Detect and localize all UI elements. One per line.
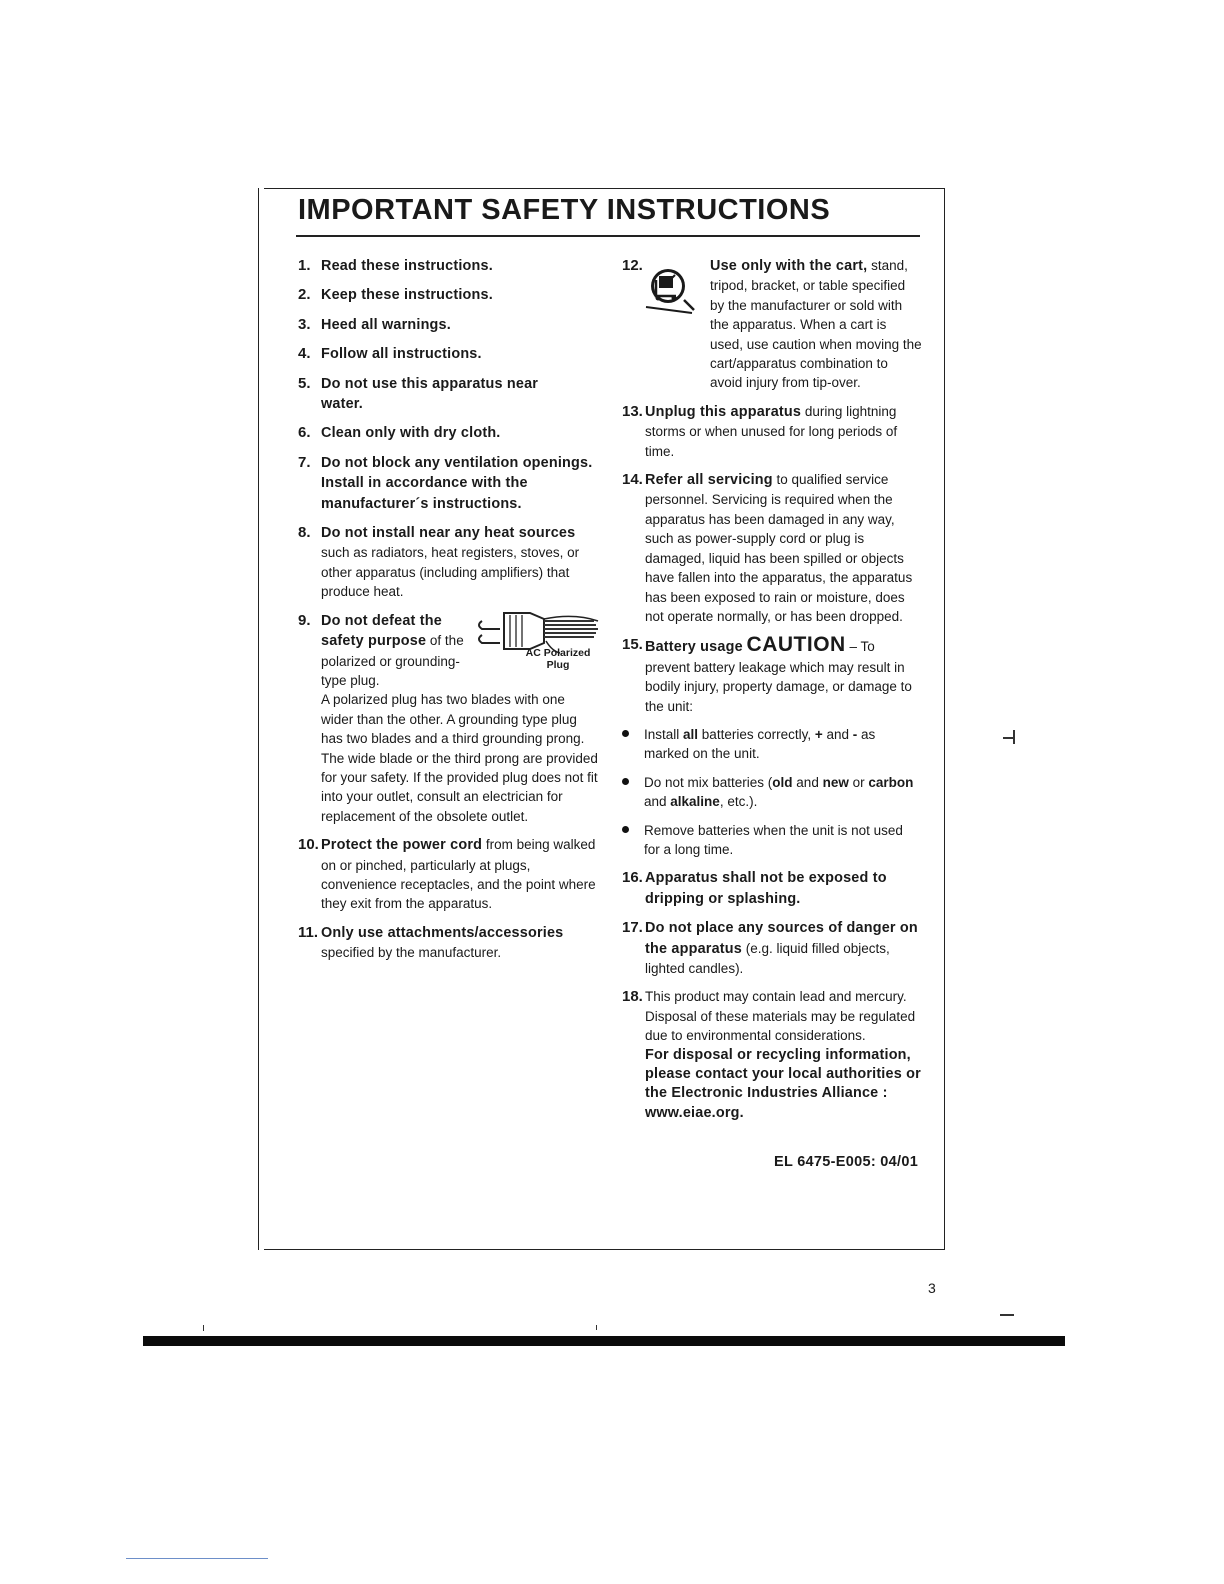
bullet-emphasis: alkaline	[670, 794, 720, 810]
item-number: 16.	[622, 869, 643, 887]
battery-bullet-1	[622, 725, 922, 764]
bullet-dot	[622, 826, 629, 833]
item-number: 7.	[298, 453, 311, 471]
item-body: of the polarized or grounding-type plug.	[321, 633, 464, 688]
item-number: 1.	[298, 257, 311, 274]
scan-mark	[1013, 730, 1015, 744]
item-heading: Apparatus shall not be exposed to dripping or splashing.	[645, 870, 887, 907]
list-item-6	[298, 423, 600, 443]
item-heading: Do not use this apparatus near water.	[321, 375, 539, 413]
item-heading: Read these instructions.	[321, 258, 493, 274]
item-body: (e.g. liquid filled objects, lighted candles).	[645, 940, 890, 976]
bullet-text: as marked on the unit.	[644, 726, 876, 762]
item-body: specified by the manufacturer.	[321, 945, 502, 961]
item-number: 3.	[298, 315, 311, 333]
list-item-11	[298, 923, 600, 963]
item-heading: Do not place any sources of danger on the apparatus	[645, 920, 918, 957]
list-item-15	[622, 635, 922, 716]
scan-mark	[1003, 737, 1013, 739]
item-heading: Heed all warnings.	[321, 316, 451, 333]
list-item-5	[298, 374, 600, 415]
list-item-8	[298, 523, 600, 602]
list-item-4	[298, 344, 600, 364]
list-item-13	[622, 402, 922, 461]
item-heading: Refer all servicing	[645, 472, 773, 489]
list-item-16	[622, 868, 922, 909]
list-item-18	[622, 987, 922, 1123]
item-body: from being walked on or pinched, particularly at plugs, convenience receptacles, and the point where they exit from the apparatus.	[321, 837, 596, 912]
bullet-text: , etc.).	[719, 794, 758, 810]
document-code: EL 6475-E005: 04/01	[774, 1154, 919, 1170]
footer-rule	[126, 1558, 268, 1559]
left-column	[298, 256, 600, 972]
item-number: 2.	[298, 286, 311, 304]
bullet-emphasis: old	[772, 774, 793, 790]
item-heading: Use only with the cart,	[710, 258, 868, 274]
item-heading: Do not block any ventilation openings. Install in accordance with the manufacturer´s instructions.	[321, 454, 593, 512]
item-heading: Keep these instructions.	[321, 287, 493, 304]
item-heading: Do not defeat the safety purpose	[321, 612, 442, 650]
bullet-dot	[622, 730, 629, 737]
bullet-text: and	[822, 726, 853, 742]
bullet-text: and	[792, 774, 823, 790]
list-item-7	[298, 453, 600, 514]
bottom-bar	[143, 1336, 1065, 1346]
bullet-emphasis: +	[814, 726, 823, 742]
disposal-info: For disposal or recycling information, please contact your local authorities or the Electronic Industries Alliance : www.eiae.org.	[645, 1046, 921, 1121]
right-column	[622, 256, 922, 1132]
item-body: during lightning storms or when unused for long periods of time.	[645, 403, 898, 459]
scan-mark	[203, 1325, 204, 1331]
item-number: 6.	[298, 424, 311, 442]
bullet-emphasis: new	[822, 774, 849, 790]
list-item-14	[622, 470, 922, 626]
list-item-9	[298, 611, 600, 826]
battery-bullet-3	[622, 821, 922, 860]
item-number: 11.	[298, 923, 319, 941]
item-heading: Follow all instructions.	[321, 346, 482, 363]
scan-mark	[596, 1325, 597, 1330]
list-item-17	[622, 918, 922, 978]
item-number: 5.	[298, 374, 311, 392]
item-body-extended: A polarized plug has two blades with one wider than the other. A grounding type plug has two blades and a third grounding prong. The wide blade or the third prong are provided for your safety. If the provided plug does not fit into your outlet, consult an electrician for replacement of the obsolete outlet.	[321, 692, 598, 824]
item-heading: Protect the power cord	[321, 837, 483, 854]
bullet-text: and	[644, 794, 671, 810]
item-heading: Unplug this apparatus	[645, 403, 802, 420]
list-item-10	[298, 835, 600, 914]
item-number: 8.	[298, 524, 311, 542]
bullet-dot	[622, 778, 629, 785]
item-number: 10.	[298, 836, 319, 854]
content-frame-left-edge	[258, 188, 259, 1250]
page-title: IMPORTANT SAFETY INSTRUCTIONS	[298, 194, 831, 226]
item-number: 12.	[622, 257, 643, 274]
list-item-3	[298, 315, 600, 335]
item-body: – To prevent battery leakage which may result in bodily injury, property damage, or damage to the unit:	[645, 639, 912, 714]
scan-mark	[1000, 1314, 1014, 1316]
item-number: 17.	[622, 919, 643, 937]
item-number: 14.	[622, 471, 643, 489]
item-number: 13.	[622, 402, 643, 420]
item-heading: Do not install near any heat sources	[321, 525, 576, 542]
item-body: stand, tripod, bracket, or table specified by the manufacturer or sold with the apparatus. When a cart is used, use caution when moving the cart/apparatus combination to avoid injury from tip-over.	[710, 258, 922, 391]
bullet-text: batteries correctly,	[698, 726, 815, 742]
item-number: 9.	[298, 611, 311, 629]
bullet-text: Install	[644, 726, 684, 742]
item-heading: Clean only with dry cloth.	[321, 425, 501, 442]
bullet-text: Do not mix batteries (	[644, 774, 773, 790]
item-body: such as radiators, heat registers, stoves, or other apparatus (including amplifiers) that produce heat.	[321, 545, 580, 600]
item-number: 15.	[622, 636, 643, 654]
list-item-12	[622, 256, 922, 393]
cart-tipover-warning-icon	[644, 260, 696, 314]
item-number: 18.	[622, 988, 643, 1006]
bullet-emphasis: -	[852, 726, 858, 742]
item-body: This product may contain lead and mercury. Disposal of these materials may be regulated due to environmental considerations.	[645, 989, 916, 1044]
title-rule	[296, 235, 920, 237]
item-heading: Battery usage	[645, 639, 743, 656]
item-number: 4.	[298, 345, 311, 363]
caution-label: CAUTION	[746, 633, 846, 657]
bullet-text: Remove batteries when the unit is not used for a long time.	[644, 822, 903, 857]
bullet-emphasis: carbon	[868, 774, 914, 790]
bullet-text: or	[848, 774, 869, 790]
page-number: 3	[928, 1280, 936, 1296]
plug-caption: AC Polarized Plug	[525, 646, 591, 671]
list-item-1	[298, 256, 600, 276]
item-body: to qualified service personnel. Servicing is required when the apparatus has been damaged in any way, such as power-supply cord or plug is damaged, liquid has been spilled or objects have fallen into the apparatus, the apparatus has been exposed to rain or moisture, does not operate normally, or has been dropped.	[645, 472, 913, 624]
list-item-2	[298, 285, 600, 305]
bullet-emphasis: all	[683, 726, 699, 742]
item-heading: Only use attachments/accessories	[321, 924, 564, 941]
battery-bullet-2	[622, 773, 922, 812]
